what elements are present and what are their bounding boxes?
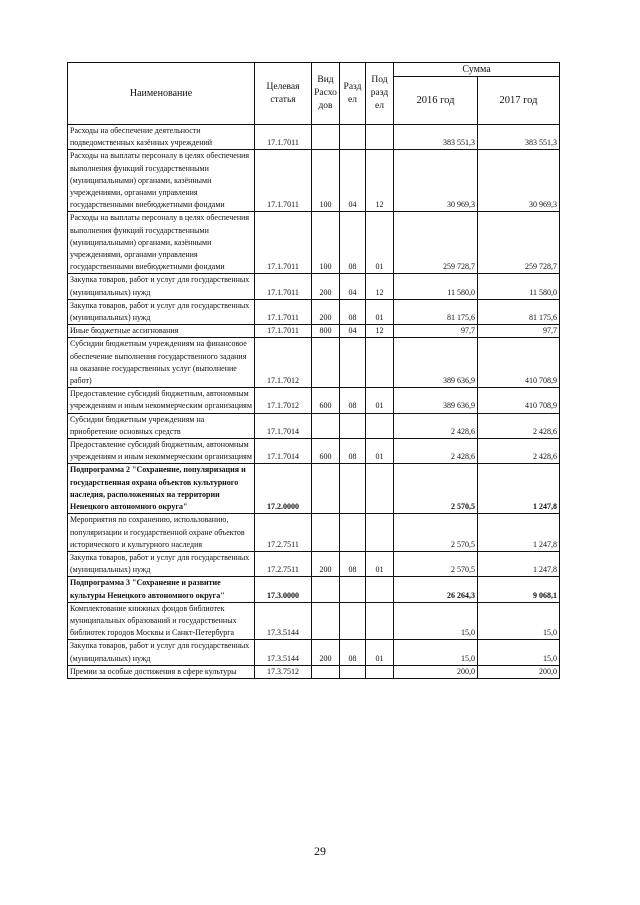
cell-expense-type: 200 bbox=[312, 551, 340, 576]
table-row bbox=[68, 274, 560, 299]
cell-section bbox=[340, 665, 366, 678]
cell-subsection bbox=[366, 464, 394, 514]
cell-section bbox=[340, 514, 366, 552]
table-row bbox=[68, 439, 560, 464]
cell-section bbox=[340, 125, 366, 150]
cell-sum-2016: 81 175,6 bbox=[394, 299, 478, 324]
cell-target-article: 17.3.5144 bbox=[255, 640, 312, 665]
cell-section: 08 bbox=[340, 439, 366, 464]
cell-expense-type: 200 bbox=[312, 299, 340, 324]
header-sum: Сумма bbox=[394, 63, 560, 77]
cell-expense-type: 100 bbox=[312, 150, 340, 212]
cell-sum-2017: 2 428,6 bbox=[478, 439, 560, 464]
cell-target-article: 17.1.7014 bbox=[255, 413, 312, 438]
cell-name: Закупка товаров, работ и услуг для государственных (муниципальных) нужд bbox=[68, 299, 255, 324]
cell-sum-2017: 259 728,7 bbox=[478, 212, 560, 274]
cell-section: 08 bbox=[340, 640, 366, 665]
cell-name: Субсидии бюджетным учреждениям на приобретение основных средств bbox=[68, 413, 255, 438]
cell-name: Расходы на выплаты персоналу в целях обеспечения выполнения функций государственными (муниципальными) органами, казёнными учреждениями, органами управления государственными внебюджетными фондами bbox=[68, 150, 255, 212]
table-body bbox=[68, 125, 560, 679]
cell-name: Расходы на выплаты персоналу в целях обеспечения выполнения функций государственными (муниципальными) органами, казёнными учреждениями, органами управления государственными внебюджетными фондами bbox=[68, 212, 255, 274]
cell-sum-2017: 15,0 bbox=[478, 640, 560, 665]
cell-sum-2017: 15,0 bbox=[478, 602, 560, 640]
cell-name: Предоставление субсидий бюджетным, автономным учреждениям и иным некоммерческим организациям bbox=[68, 388, 255, 413]
cell-subsection bbox=[366, 125, 394, 150]
cell-sum-2016: 200,0 bbox=[394, 665, 478, 678]
cell-expense-type bbox=[312, 464, 340, 514]
table-row bbox=[68, 514, 560, 552]
cell-subsection: 01 bbox=[366, 212, 394, 274]
table-row bbox=[68, 125, 560, 150]
cell-name: Субсидии бюджетным учреждениям на финансовое обеспечение выполнения государственного задания на оказание государственных услуг (выполнение работ) bbox=[68, 338, 255, 388]
cell-subsection: 12 bbox=[366, 274, 394, 299]
cell-section: 04 bbox=[340, 274, 366, 299]
cell-name: Мероприятия по сохранению, использованию, популяризации и государственной охране объектов исторического и культурного наследия bbox=[68, 514, 255, 552]
table-row bbox=[68, 212, 560, 274]
cell-expense-type: 200 bbox=[312, 274, 340, 299]
cell-expense-type: 200 bbox=[312, 640, 340, 665]
cell-subsection: 12 bbox=[366, 325, 394, 338]
cell-target-article: 17.1.7011 bbox=[255, 150, 312, 212]
cell-sum-2017: 410 708,9 bbox=[478, 338, 560, 388]
header-target-article: Целевая статья bbox=[255, 63, 312, 125]
cell-expense-type: 800 bbox=[312, 325, 340, 338]
cell-sum-2017: 30 969,3 bbox=[478, 150, 560, 212]
cell-target-article: 17.1.7011 bbox=[255, 274, 312, 299]
cell-expense-type bbox=[312, 577, 340, 602]
cell-subsection bbox=[366, 602, 394, 640]
cell-section: 08 bbox=[340, 551, 366, 576]
cell-sum-2017: 9 068,1 bbox=[478, 577, 560, 602]
header-year-2016: 2016 год bbox=[394, 77, 478, 125]
cell-name: Закупка товаров, работ и услуг для государственных (муниципальных) нужд bbox=[68, 640, 255, 665]
cell-sum-2016: 2 428,6 bbox=[394, 439, 478, 464]
cell-expense-type: 100 bbox=[312, 212, 340, 274]
cell-section bbox=[340, 602, 366, 640]
cell-sum-2016: 30 969,3 bbox=[394, 150, 478, 212]
cell-section: 04 bbox=[340, 325, 366, 338]
cell-sum-2016: 97,7 bbox=[394, 325, 478, 338]
table-row bbox=[68, 577, 560, 602]
cell-subsection: 01 bbox=[366, 299, 394, 324]
cell-sum-2016: 389 636,9 bbox=[394, 338, 478, 388]
cell-subsection: 01 bbox=[366, 640, 394, 665]
cell-sum-2016: 2 570,5 bbox=[394, 464, 478, 514]
cell-expense-type: 600 bbox=[312, 388, 340, 413]
cell-name: Премии за особые достижения в сфере культуры bbox=[68, 665, 255, 678]
cell-sum-2016: 2 570,5 bbox=[394, 514, 478, 552]
cell-sum-2017: 1 247,8 bbox=[478, 464, 560, 514]
table-row bbox=[68, 299, 560, 324]
header-subsection: Под разд ел bbox=[366, 63, 394, 125]
table-row bbox=[68, 551, 560, 576]
cell-section bbox=[340, 338, 366, 388]
cell-name: Иные бюджетные ассигнования bbox=[68, 325, 255, 338]
cell-sum-2017: 2 428,6 bbox=[478, 413, 560, 438]
header-year-2017: 2017 год bbox=[478, 77, 560, 125]
budget-table-container bbox=[67, 62, 559, 679]
cell-section: 08 bbox=[340, 388, 366, 413]
table-row bbox=[68, 413, 560, 438]
cell-name: Закупка товаров, работ и услуг для государственных (муниципальных) нужд bbox=[68, 274, 255, 299]
cell-subsection bbox=[366, 514, 394, 552]
cell-sum-2016: 15,0 bbox=[394, 640, 478, 665]
cell-expense-type bbox=[312, 338, 340, 388]
cell-sum-2017: 97,7 bbox=[478, 325, 560, 338]
cell-target-article: 17.3.7512 bbox=[255, 665, 312, 678]
table-row bbox=[68, 640, 560, 665]
cell-name: Закупка товаров, работ и услуг для государственных (муниципальных) нужд bbox=[68, 551, 255, 576]
cell-subsection: 01 bbox=[366, 551, 394, 576]
table-row bbox=[68, 325, 560, 338]
cell-target-article: 17.3.0000 bbox=[255, 577, 312, 602]
cell-expense-type bbox=[312, 413, 340, 438]
cell-subsection bbox=[366, 577, 394, 602]
cell-sum-2016: 11 580,0 bbox=[394, 274, 478, 299]
cell-sum-2017: 383 551,3 bbox=[478, 125, 560, 150]
cell-target-article: 17.3.5144 bbox=[255, 602, 312, 640]
header-name: Наименование bbox=[68, 63, 255, 125]
cell-section: 08 bbox=[340, 212, 366, 274]
table-row bbox=[68, 150, 560, 212]
cell-target-article: 17.2.0000 bbox=[255, 464, 312, 514]
cell-name: Подпрограмма 2 "Сохранение, популяризация и государственная охрана объектов культурного наследия, расположенных на территории Ненецкого автономного округа" bbox=[68, 464, 255, 514]
cell-subsection: 01 bbox=[366, 388, 394, 413]
cell-name: Расходы на обеспечение деятельности подведомственных казённых учреждений bbox=[68, 125, 255, 150]
cell-target-article: 17.1.7012 bbox=[255, 338, 312, 388]
cell-sum-2016: 259 728,7 bbox=[394, 212, 478, 274]
table-row bbox=[68, 388, 560, 413]
cell-sum-2016: 2 428,6 bbox=[394, 413, 478, 438]
cell-sum-2017: 1 247,8 bbox=[478, 551, 560, 576]
cell-sum-2017: 410 708,9 bbox=[478, 388, 560, 413]
cell-subsection: 12 bbox=[366, 150, 394, 212]
cell-expense-type bbox=[312, 665, 340, 678]
cell-section bbox=[340, 413, 366, 438]
table-row bbox=[68, 464, 560, 514]
cell-sum-2017: 81 175,6 bbox=[478, 299, 560, 324]
cell-target-article: 17.1.7011 bbox=[255, 125, 312, 150]
table-row bbox=[68, 338, 560, 388]
cell-subsection: 01 bbox=[366, 439, 394, 464]
header-section: Разд ел bbox=[340, 63, 366, 125]
cell-name: Подпрограмма 3 "Сохранение и развитие культуры Ненецкого автономного округа" bbox=[68, 577, 255, 602]
cell-name: Предоставление субсидий бюджетным, автономным учреждениям и иным некоммерческим организациям bbox=[68, 439, 255, 464]
cell-expense-type bbox=[312, 125, 340, 150]
cell-target-article: 17.1.7014 bbox=[255, 439, 312, 464]
cell-section: 04 bbox=[340, 150, 366, 212]
cell-sum-2016: 15,0 bbox=[394, 602, 478, 640]
table-header bbox=[68, 63, 560, 125]
cell-sum-2016: 389 636,9 bbox=[394, 388, 478, 413]
cell-sum-2017: 200,0 bbox=[478, 665, 560, 678]
cell-target-article: 17.2.7511 bbox=[255, 551, 312, 576]
cell-name: Комплектование книжных фондов библиотек муниципальных образований и государственных библиотек городов Москвы и Санкт-Петербурга bbox=[68, 602, 255, 640]
cell-expense-type: 600 bbox=[312, 439, 340, 464]
cell-expense-type bbox=[312, 602, 340, 640]
cell-sum-2017: 11 580,0 bbox=[478, 274, 560, 299]
cell-expense-type bbox=[312, 514, 340, 552]
cell-subsection bbox=[366, 338, 394, 388]
cell-subsection bbox=[366, 665, 394, 678]
cell-target-article: 17.1.7012 bbox=[255, 388, 312, 413]
cell-target-article: 17.1.7011 bbox=[255, 212, 312, 274]
cell-section: 08 bbox=[340, 299, 366, 324]
cell-target-article: 17.1.7011 bbox=[255, 325, 312, 338]
cell-sum-2016: 26 264,3 bbox=[394, 577, 478, 602]
cell-sum-2016: 383 551,3 bbox=[394, 125, 478, 150]
cell-sum-2016: 2 570,5 bbox=[394, 551, 478, 576]
cell-target-article: 17.2.7511 bbox=[255, 514, 312, 552]
budget-table bbox=[67, 62, 560, 679]
cell-target-article: 17.1.7011 bbox=[255, 299, 312, 324]
table-row bbox=[68, 602, 560, 640]
header-expense-type: Вид Расхо дов bbox=[312, 63, 340, 125]
cell-sum-2017: 1 247,8 bbox=[478, 514, 560, 552]
cell-subsection bbox=[366, 413, 394, 438]
table-row bbox=[68, 665, 560, 678]
page-number: 29 bbox=[314, 844, 326, 858]
cell-section bbox=[340, 577, 366, 602]
cell-section bbox=[340, 464, 366, 514]
